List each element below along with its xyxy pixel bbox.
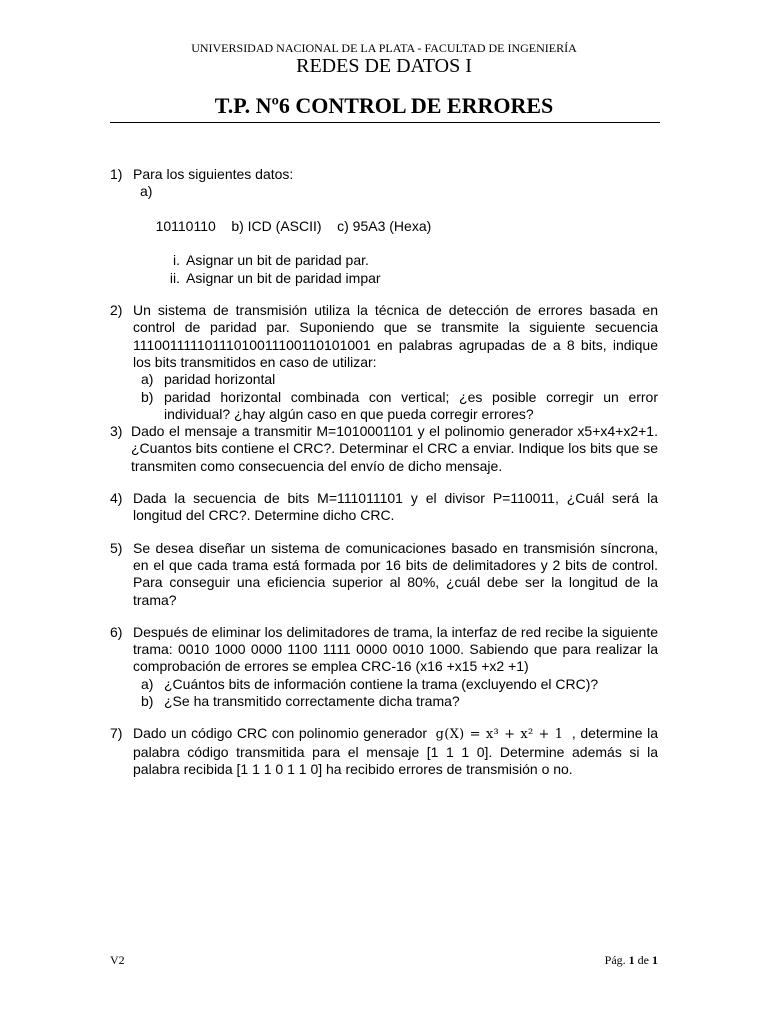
exercise-number: 5) [110, 539, 123, 556]
exercise-number: 3) [110, 423, 123, 440]
exercise-number: 4) [110, 490, 123, 507]
part-label: a) [140, 183, 153, 200]
page-total: 1 [652, 953, 658, 967]
exercise-number: 1) [110, 166, 123, 182]
page-title: T.P. Nº6 CONTROL DE ERRORES [214, 93, 554, 118]
exercise-number: 7) [110, 725, 123, 742]
part-text: ¿Se ha transmitido correctamente dicha trama? [164, 693, 460, 710]
exercise-2-part-b [110, 389, 658, 424]
part-label: b) [141, 693, 154, 710]
page-prefix: Pág. [604, 953, 626, 967]
subpart-label: ii. [169, 269, 180, 286]
exercise-text: Dada la secuencia de bits M=111011101 y el divisor P=110011, ¿Cuál será la longitud del CRC?. Determine dicho CRC. [133, 490, 658, 524]
exercise-text: Se desea diseñar un sistema de comunicaciones basado en transmisión síncrona, en el que cada trama está formada por 16 bits de delimitadores y 2 bits de control. Para conseguir una eficiencia superior al 80%, ¿cuál debe ser la longitud de la trama? [133, 539, 658, 608]
exercise-6-part-b [110, 693, 658, 710]
exercise-6 [110, 624, 658, 676]
exercise-1-part-a [110, 183, 658, 252]
part-label: a) [141, 371, 154, 388]
exercise-6-part-a [110, 676, 658, 693]
exercise-1-subpart-i [110, 252, 658, 269]
part-text: ¿Cuántos bits de información contiene la trama (excluyendo el CRC)? [164, 675, 599, 692]
exercise-number: 2) [110, 302, 123, 319]
footer-page-number [605, 953, 658, 968]
page-separator: de [637, 953, 649, 967]
part-label: a) [141, 675, 154, 692]
page-current: 1 [628, 953, 635, 967]
part-text: paridad horizontal combinada con vertical; ¿es posible corregir un error individual? ¿hay algún caso en que pueda corregir errores? [164, 388, 658, 422]
exercise-2-part-a [110, 371, 658, 388]
title-divider [110, 122, 660, 123]
exercise-4 [110, 490, 658, 525]
exercise-text-after: , determine la palabra código transmitida para el mensaje [1 1 1 0]. Determine además si la palabra recibida [1 1 1 0 1 1 0] ha recibido errores de transmisión o no. [133, 725, 659, 777]
subpart-text: Asignar un bit de paridad impar [186, 269, 381, 286]
exercise-1-subpart-ii [110, 270, 658, 287]
part-text: 10110110 b) ICD (ASCII) c) 95A3 (Hexa) [155, 217, 432, 234]
subpart-label: i. [173, 252, 180, 269]
footer-version: V2 [110, 953, 125, 967]
exercise-number: 6) [110, 623, 123, 640]
exercise-5 [110, 540, 658, 609]
exercise-text: Para los siguientes datos: [133, 166, 294, 182]
subpart-text: Asignar un bit de paridad par. [186, 252, 369, 269]
exercise-text: Dado el mensaje a transmitir M=1010001101 y el polinomio generador x5+x4+x2+1. ¿Cuantos bits contiene el CRC?. Determinar el CRC a enviar. Indique los bits que se transmiten como consecuencia del envío de dicho mensaje. [131, 423, 658, 474]
exercise-7 [110, 725, 658, 778]
university-header: UNIVERSIDAD NACIONAL DE LA PLATA - FACULTAD DE INGENIERÍA [191, 41, 577, 55]
part-text: paridad horizontal [164, 371, 276, 388]
exercise-1 [110, 166, 658, 183]
exercise-text-before: Dado un código CRC con polinomio generador [133, 725, 428, 742]
exercise-text [133, 725, 658, 778]
exercise-2 [110, 302, 658, 371]
exercise-list [110, 166, 658, 778]
part-label: b) [141, 388, 154, 405]
generator-polynomial-formula: g(X) = x³ + x² + 1 [435, 727, 564, 743]
exercise-text: Un sistema de transmisión utiliza la técnica de detección de errores basada en control de paridad par. Suponiendo que se transmite la siguiente secuencia 11100111110111010011100110101001 en palabras agrupadas de a 8 bits, indique los bits transmitidos en caso de utilizar: [133, 302, 658, 370]
exercise-text: Después de eliminar los delimitadores de trama, la interfaz de red recibe la siguiente trama: 0010 1000 0000 1100 1111 0000 0010 1000. Sabiendo que para realizar la comprobación de errores se emplea CRC-16 (x16 +x15 +x2 +1) [133, 623, 658, 675]
exercise-3 [110, 423, 658, 475]
course-name: REDES DE DATOS I [296, 55, 472, 77]
